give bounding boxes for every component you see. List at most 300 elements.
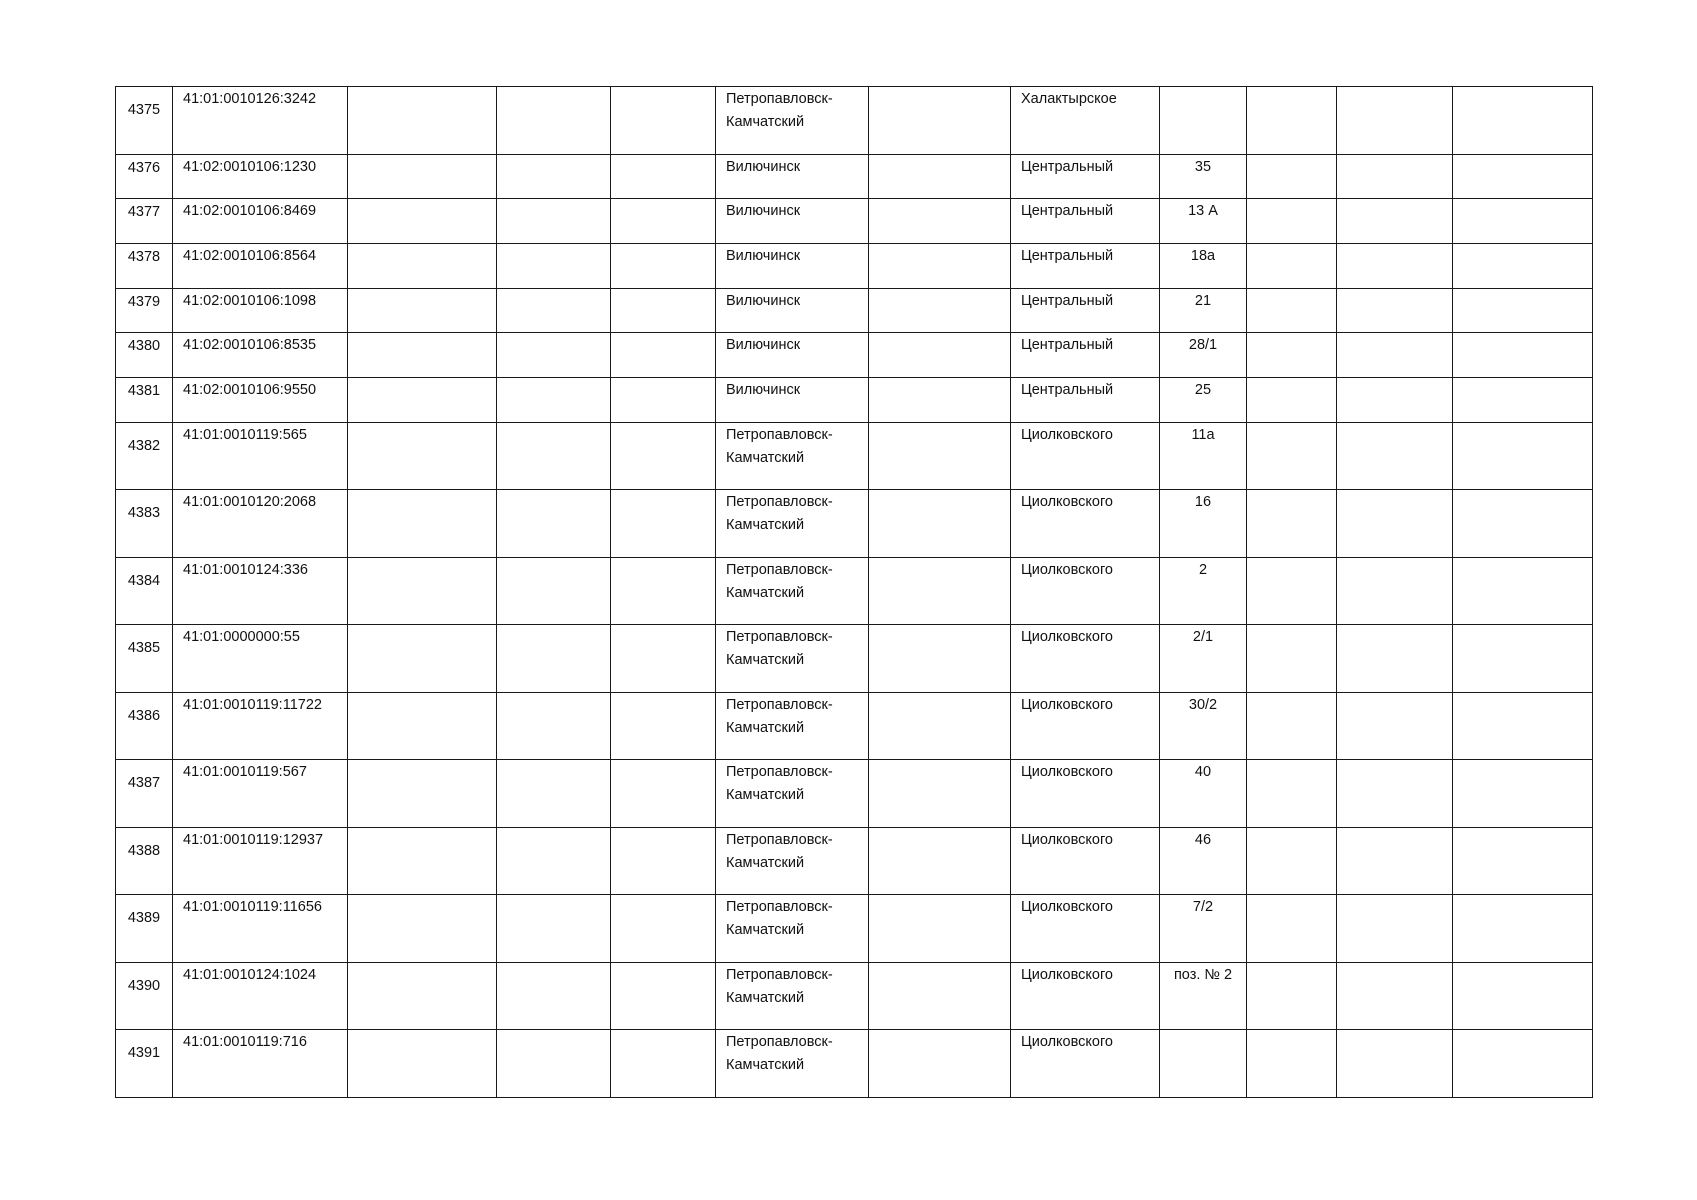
house-number: поз. № 2 bbox=[1173, 966, 1233, 983]
row-number-cell bbox=[116, 288, 173, 333]
house-number: 28/1 bbox=[1188, 337, 1218, 354]
empty-cell-cell bbox=[869, 333, 1011, 378]
empty-cell-cell bbox=[1337, 962, 1453, 1030]
city-name: Вилючинск bbox=[726, 203, 801, 220]
row-number: 4380 bbox=[127, 338, 161, 355]
city-name: Петропавловск-Камчатский bbox=[726, 966, 833, 1006]
table-row bbox=[116, 557, 1593, 625]
cadastral-number-cell bbox=[173, 333, 348, 378]
empty-cell-cell bbox=[348, 827, 497, 895]
empty-cell-cell bbox=[869, 827, 1011, 895]
empty-cell-cell bbox=[1337, 490, 1453, 558]
city-name-cell bbox=[716, 490, 869, 558]
cadastral-number: 41:01:0010119:716 bbox=[183, 1034, 307, 1051]
cadastral-number-cell bbox=[173, 962, 348, 1030]
empty-cell-cell bbox=[869, 625, 1011, 693]
city-name: Петропавловск-Камчатский bbox=[726, 696, 833, 736]
street-name-cell bbox=[1011, 333, 1160, 378]
street-name: Циолковского bbox=[1021, 966, 1113, 983]
empty-cell-cell bbox=[1337, 557, 1453, 625]
empty-cell-cell bbox=[497, 87, 611, 155]
empty-cell-cell bbox=[497, 333, 611, 378]
empty-cell-cell bbox=[611, 333, 716, 378]
empty-cell-cell bbox=[1453, 760, 1593, 828]
empty-cell-cell bbox=[348, 243, 497, 288]
empty-cell-cell bbox=[497, 377, 611, 422]
cadastral-number: 41:01:0010119:11722 bbox=[183, 696, 322, 713]
empty-cell-cell bbox=[348, 760, 497, 828]
house-number: 40 bbox=[1194, 764, 1212, 781]
house-number: 7/2 bbox=[1192, 899, 1214, 916]
house-number bbox=[1160, 1030, 1246, 1031]
empty-cell-cell bbox=[1453, 625, 1593, 693]
empty-cell-cell bbox=[1453, 557, 1593, 625]
cadastral-number-cell bbox=[173, 87, 348, 155]
city-name-cell bbox=[716, 422, 869, 490]
city-name: Петропавловск-Камчатский bbox=[726, 494, 833, 534]
empty-cell-cell bbox=[869, 490, 1011, 558]
empty-cell-cell bbox=[497, 962, 611, 1030]
table-row bbox=[116, 422, 1593, 490]
cadastral-number: 41:02:0010106:8564 bbox=[183, 247, 317, 264]
table-row bbox=[116, 1030, 1593, 1098]
empty-cell-cell bbox=[497, 827, 611, 895]
house-number: 2/1 bbox=[1192, 629, 1214, 646]
street-name-cell bbox=[1011, 827, 1160, 895]
cadastral-number-cell bbox=[173, 1030, 348, 1098]
empty-cell-cell bbox=[869, 962, 1011, 1030]
house-number: 30/2 bbox=[1188, 696, 1218, 713]
empty-cell-cell bbox=[1453, 243, 1593, 288]
empty-cell-cell bbox=[611, 288, 716, 333]
empty-cell-cell bbox=[497, 490, 611, 558]
empty-cell-cell bbox=[348, 333, 497, 378]
city-name: Вилючинск bbox=[726, 381, 801, 398]
empty-cell-cell bbox=[611, 962, 716, 1030]
city-name: Вилючинск bbox=[726, 337, 801, 354]
row-number-cell bbox=[116, 243, 173, 288]
row-number-cell bbox=[116, 333, 173, 378]
empty-cell-cell bbox=[611, 692, 716, 760]
cadastral-number-cell bbox=[173, 490, 348, 558]
city-name: Петропавловск-Камчатский bbox=[726, 831, 833, 871]
cadastral-number-cell bbox=[173, 557, 348, 625]
house-number-cell bbox=[1160, 333, 1247, 378]
empty-cell-cell bbox=[1247, 377, 1337, 422]
empty-cell-cell bbox=[497, 760, 611, 828]
city-name-cell bbox=[716, 243, 869, 288]
house-number: 18а bbox=[1190, 247, 1216, 264]
city-name-cell bbox=[716, 895, 869, 963]
empty-cell-cell bbox=[1247, 490, 1337, 558]
city-name-cell bbox=[716, 87, 869, 155]
street-name: Циолковского bbox=[1021, 1034, 1113, 1051]
table-row bbox=[116, 199, 1593, 244]
empty-cell-cell bbox=[1337, 199, 1453, 244]
row-number-cell bbox=[116, 377, 173, 422]
empty-cell-cell bbox=[1247, 199, 1337, 244]
empty-cell-cell bbox=[1247, 962, 1337, 1030]
empty-cell-cell bbox=[1337, 333, 1453, 378]
table-row bbox=[116, 895, 1593, 963]
empty-cell-cell bbox=[611, 199, 716, 244]
empty-cell-cell bbox=[611, 760, 716, 828]
empty-cell-cell bbox=[1453, 895, 1593, 963]
cadastral-number: 41:01:0010124:1024 bbox=[183, 966, 317, 983]
empty-cell-cell bbox=[1247, 557, 1337, 625]
table-row bbox=[116, 760, 1593, 828]
street-name-cell bbox=[1011, 243, 1160, 288]
street-name: Циолковского bbox=[1021, 494, 1113, 511]
empty-cell-cell bbox=[869, 87, 1011, 155]
street-name-cell bbox=[1011, 199, 1160, 244]
city-name: Петропавловск-Камчатский bbox=[726, 764, 833, 804]
house-number: 25 bbox=[1194, 381, 1212, 398]
street-name: Центральный bbox=[1021, 158, 1114, 175]
empty-cell-cell bbox=[611, 422, 716, 490]
empty-cell-cell bbox=[1453, 692, 1593, 760]
empty-cell-cell bbox=[1247, 333, 1337, 378]
cadastral-number-cell bbox=[173, 760, 348, 828]
empty-cell-cell bbox=[869, 377, 1011, 422]
empty-cell-cell bbox=[1337, 895, 1453, 963]
city-name: Петропавловск-Камчатский bbox=[726, 91, 833, 130]
street-name: Центральный bbox=[1021, 203, 1114, 220]
empty-cell-cell bbox=[869, 288, 1011, 333]
street-name-cell bbox=[1011, 288, 1160, 333]
table-row bbox=[116, 625, 1593, 693]
row-number-cell bbox=[116, 490, 173, 558]
empty-cell-cell bbox=[1453, 377, 1593, 422]
row-number: 4375 bbox=[127, 102, 161, 118]
empty-cell-cell bbox=[348, 87, 497, 155]
row-number-cell bbox=[116, 87, 173, 155]
house-number: 11а bbox=[1191, 426, 1215, 443]
cadastral-number: 41:02:0010106:8469 bbox=[183, 203, 317, 220]
table-row bbox=[116, 827, 1593, 895]
street-name-cell bbox=[1011, 154, 1160, 199]
empty-cell-cell bbox=[869, 760, 1011, 828]
house-number-cell bbox=[1160, 557, 1247, 625]
table-row bbox=[116, 962, 1593, 1030]
empty-cell-cell bbox=[497, 154, 611, 199]
city-name: Петропавловск-Камчатский bbox=[726, 426, 833, 466]
cadastral-number: 41:01:0010124:336 bbox=[183, 561, 308, 578]
row-number: 4384 bbox=[127, 572, 161, 589]
empty-cell-cell bbox=[497, 625, 611, 693]
city-name-cell bbox=[716, 962, 869, 1030]
row-number: 4387 bbox=[127, 775, 161, 792]
city-name: Вилючинск bbox=[726, 247, 801, 264]
empty-cell-cell bbox=[611, 625, 716, 693]
empty-cell-cell bbox=[1247, 895, 1337, 963]
street-name-cell bbox=[1011, 377, 1160, 422]
empty-cell-cell bbox=[497, 288, 611, 333]
empty-cell-cell bbox=[1247, 87, 1337, 155]
city-name-cell bbox=[716, 625, 869, 693]
cadastral-number-cell bbox=[173, 243, 348, 288]
house-number-cell bbox=[1160, 895, 1247, 963]
row-number-cell bbox=[116, 199, 173, 244]
row-number-cell bbox=[116, 625, 173, 693]
city-name: Петропавловск-Камчатский bbox=[726, 561, 833, 601]
cadastral-number-cell bbox=[173, 422, 348, 490]
empty-cell-cell bbox=[1337, 243, 1453, 288]
table-row bbox=[116, 154, 1593, 199]
house-number bbox=[1160, 87, 1246, 88]
empty-cell-cell bbox=[497, 1030, 611, 1098]
empty-cell-cell bbox=[348, 490, 497, 558]
empty-cell-cell bbox=[869, 1030, 1011, 1098]
cadastral-number-cell bbox=[173, 288, 348, 333]
row-number: 4379 bbox=[127, 293, 161, 310]
empty-cell-cell bbox=[348, 422, 497, 490]
cadastral-number: 41:01:0010119:567 bbox=[183, 764, 307, 781]
row-number-cell bbox=[116, 1030, 173, 1098]
city-name: Вилючинск bbox=[726, 292, 801, 309]
row-number: 4381 bbox=[127, 382, 161, 399]
street-name: Центральный bbox=[1021, 292, 1114, 309]
row-number: 4376 bbox=[127, 159, 161, 176]
table-row bbox=[116, 333, 1593, 378]
cadastral-number: 41:02:0010106:1098 bbox=[183, 292, 317, 309]
empty-cell-cell bbox=[1453, 827, 1593, 895]
street-name: Центральный bbox=[1021, 337, 1114, 354]
empty-cell-cell bbox=[611, 557, 716, 625]
empty-cell-cell bbox=[348, 895, 497, 963]
empty-cell-cell bbox=[1453, 87, 1593, 155]
city-name-cell bbox=[716, 557, 869, 625]
house-number-cell bbox=[1160, 288, 1247, 333]
empty-cell-cell bbox=[1337, 154, 1453, 199]
empty-cell-cell bbox=[869, 422, 1011, 490]
empty-cell-cell bbox=[1247, 625, 1337, 693]
empty-cell-cell bbox=[1337, 288, 1453, 333]
street-name: Центральный bbox=[1021, 247, 1114, 264]
empty-cell-cell bbox=[348, 557, 497, 625]
city-name-cell bbox=[716, 154, 869, 199]
registry-body bbox=[116, 87, 1593, 1098]
city-name: Вилючинск bbox=[726, 158, 801, 175]
street-name-cell bbox=[1011, 625, 1160, 693]
row-number: 4391 bbox=[127, 1045, 161, 1062]
street-name-cell bbox=[1011, 87, 1160, 155]
row-number-cell bbox=[116, 895, 173, 963]
empty-cell-cell bbox=[497, 895, 611, 963]
house-number: 2 bbox=[1198, 561, 1208, 578]
street-name: Циолковского bbox=[1021, 831, 1113, 848]
city-name-cell bbox=[716, 760, 869, 828]
street-name-cell bbox=[1011, 760, 1160, 828]
row-number-cell bbox=[116, 154, 173, 199]
street-name: Циолковского bbox=[1021, 561, 1113, 578]
empty-cell-cell bbox=[1453, 154, 1593, 199]
street-name: Циолковского bbox=[1021, 629, 1113, 646]
empty-cell-cell bbox=[611, 1030, 716, 1098]
empty-cell-cell bbox=[1337, 377, 1453, 422]
street-name-cell bbox=[1011, 490, 1160, 558]
row-number-cell bbox=[116, 692, 173, 760]
table-row bbox=[116, 692, 1593, 760]
house-number-cell bbox=[1160, 827, 1247, 895]
row-number: 4383 bbox=[127, 505, 161, 522]
cadastral-number-cell bbox=[173, 377, 348, 422]
empty-cell-cell bbox=[1337, 87, 1453, 155]
empty-cell-cell bbox=[611, 827, 716, 895]
house-number-cell bbox=[1160, 377, 1247, 422]
empty-cell-cell bbox=[497, 557, 611, 625]
cadastral-number: 41:01:0010126:3242 bbox=[183, 91, 317, 107]
empty-cell-cell bbox=[611, 87, 716, 155]
street-name: Циолковского bbox=[1021, 899, 1113, 916]
cadastral-number: 41:01:0010120:2068 bbox=[183, 494, 317, 511]
row-number: 4382 bbox=[127, 437, 161, 454]
cadastral-number: 41:02:0010106:8535 bbox=[183, 337, 317, 354]
empty-cell-cell bbox=[1337, 422, 1453, 490]
cadastral-number: 41:01:0010119:11656 bbox=[183, 899, 322, 916]
house-number: 35 bbox=[1194, 158, 1212, 175]
city-name-cell bbox=[716, 827, 869, 895]
empty-cell-cell bbox=[348, 154, 497, 199]
row-number-cell bbox=[116, 422, 173, 490]
street-name-cell bbox=[1011, 895, 1160, 963]
empty-cell-cell bbox=[1453, 490, 1593, 558]
street-name-cell bbox=[1011, 1030, 1160, 1098]
table-row bbox=[116, 87, 1593, 155]
city-name-cell bbox=[716, 288, 869, 333]
house-number-cell bbox=[1160, 625, 1247, 693]
street-name: Халактырское bbox=[1021, 91, 1117, 107]
table-row bbox=[116, 377, 1593, 422]
empty-cell-cell bbox=[1337, 625, 1453, 693]
empty-cell-cell bbox=[497, 243, 611, 288]
city-name-cell bbox=[716, 333, 869, 378]
cadastral-number-cell bbox=[173, 154, 348, 199]
empty-cell-cell bbox=[348, 625, 497, 693]
row-number: 4377 bbox=[127, 204, 161, 221]
row-number: 4385 bbox=[127, 640, 161, 657]
empty-cell-cell bbox=[869, 243, 1011, 288]
row-number-cell bbox=[116, 962, 173, 1030]
empty-cell-cell bbox=[1247, 760, 1337, 828]
empty-cell-cell bbox=[348, 199, 497, 244]
empty-cell-cell bbox=[869, 199, 1011, 244]
empty-cell-cell bbox=[348, 1030, 497, 1098]
empty-cell-cell bbox=[1337, 692, 1453, 760]
city-name-cell bbox=[716, 692, 869, 760]
street-name: Центральный bbox=[1021, 381, 1114, 398]
empty-cell-cell bbox=[1453, 422, 1593, 490]
street-name: Циолковского bbox=[1021, 764, 1113, 781]
empty-cell-cell bbox=[1453, 288, 1593, 333]
empty-cell-cell bbox=[1247, 422, 1337, 490]
table-row bbox=[116, 243, 1593, 288]
city-name: Петропавловск-Камчатский bbox=[726, 899, 833, 939]
empty-cell-cell bbox=[1247, 1030, 1337, 1098]
row-number: 4388 bbox=[127, 842, 161, 859]
cadastral-number-cell bbox=[173, 692, 348, 760]
city-name-cell bbox=[716, 199, 869, 244]
house-number-cell bbox=[1160, 199, 1247, 244]
cadastral-number-cell bbox=[173, 625, 348, 693]
empty-cell-cell bbox=[869, 557, 1011, 625]
row-number-cell bbox=[116, 557, 173, 625]
empty-cell-cell bbox=[1247, 243, 1337, 288]
cadastral-number-cell bbox=[173, 827, 348, 895]
cadastral-number-cell bbox=[173, 199, 348, 244]
house-number: 16 bbox=[1194, 494, 1212, 511]
empty-cell-cell bbox=[1247, 154, 1337, 199]
cadastral-number: 41:01:0000000:55 bbox=[183, 629, 300, 646]
street-name-cell bbox=[1011, 422, 1160, 490]
empty-cell-cell bbox=[611, 154, 716, 199]
house-number-cell bbox=[1160, 1030, 1247, 1098]
empty-cell-cell bbox=[1337, 760, 1453, 828]
cadastral-number: 41:02:0010106:1230 bbox=[183, 158, 317, 175]
house-number-cell bbox=[1160, 962, 1247, 1030]
empty-cell-cell bbox=[1453, 199, 1593, 244]
cadastral-number-cell bbox=[173, 895, 348, 963]
empty-cell-cell bbox=[497, 422, 611, 490]
row-number-cell bbox=[116, 760, 173, 828]
empty-cell-cell bbox=[497, 692, 611, 760]
empty-cell-cell bbox=[611, 490, 716, 558]
row-number-cell bbox=[116, 827, 173, 895]
street-name-cell bbox=[1011, 692, 1160, 760]
cadastral-number: 41:02:0010106:9550 bbox=[183, 381, 317, 398]
house-number-cell bbox=[1160, 154, 1247, 199]
house-number-cell bbox=[1160, 87, 1247, 155]
empty-cell-cell bbox=[348, 692, 497, 760]
empty-cell-cell bbox=[611, 895, 716, 963]
empty-cell-cell bbox=[1337, 827, 1453, 895]
house-number-cell bbox=[1160, 490, 1247, 558]
cadastral-number: 41:01:0010119:12937 bbox=[183, 831, 324, 848]
house-number-cell bbox=[1160, 243, 1247, 288]
row-number: 4389 bbox=[127, 910, 161, 927]
empty-cell-cell bbox=[1247, 288, 1337, 333]
row-number: 4378 bbox=[127, 248, 161, 265]
empty-cell-cell bbox=[1247, 692, 1337, 760]
empty-cell-cell bbox=[869, 692, 1011, 760]
house-number-cell bbox=[1160, 692, 1247, 760]
street-name: Циолковского bbox=[1021, 696, 1113, 713]
house-number: 13 А bbox=[1188, 203, 1218, 220]
table-row bbox=[116, 288, 1593, 333]
empty-cell-cell bbox=[611, 377, 716, 422]
empty-cell-cell bbox=[1453, 1030, 1593, 1098]
house-number: 46 bbox=[1194, 831, 1212, 848]
street-name: Циолковского bbox=[1021, 426, 1113, 443]
empty-cell-cell bbox=[1453, 962, 1593, 1030]
cadastral-number: 41:01:0010119:565 bbox=[183, 426, 307, 443]
empty-cell-cell bbox=[869, 154, 1011, 199]
empty-cell-cell bbox=[1247, 827, 1337, 895]
table-row bbox=[116, 490, 1593, 558]
empty-cell-cell bbox=[1453, 333, 1593, 378]
street-name-cell bbox=[1011, 962, 1160, 1030]
city-name: Петропавловск-Камчатский bbox=[726, 1034, 833, 1074]
house-number: 21 bbox=[1194, 292, 1212, 309]
empty-cell-cell bbox=[348, 377, 497, 422]
empty-cell-cell bbox=[869, 895, 1011, 963]
empty-cell-cell bbox=[611, 243, 716, 288]
empty-cell-cell bbox=[497, 199, 611, 244]
city-name-cell bbox=[716, 1030, 869, 1098]
empty-cell-cell bbox=[348, 962, 497, 1030]
registry-table bbox=[115, 86, 1593, 1098]
city-name: Петропавловск-Камчатский bbox=[726, 629, 833, 669]
